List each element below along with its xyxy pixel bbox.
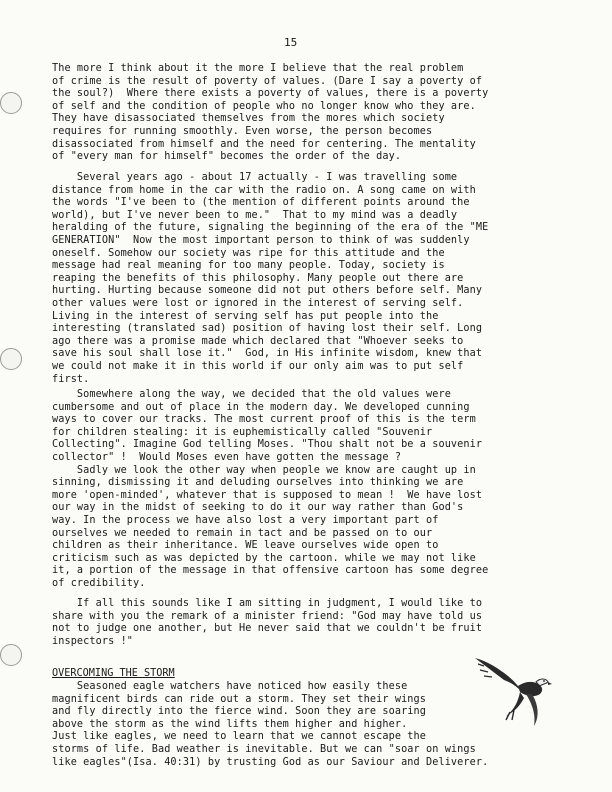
- punch-hole: [0, 644, 22, 666]
- section-heading: OVERCOMING THE STORM: [52, 668, 175, 679]
- punch-hole: [0, 92, 22, 114]
- paragraph-3: Somewhere along the way, we decided that the old values were cumbersome and out of place in the modern day. We developed cunning ways to cover our tracks. The most current proof of this is the term for children stealing: it is euphemistically called "Souvenir Collecting". Imagine God telling Moses. "Thou shalt not be a souvenir collector" ! Would Moses even have gotten the message ? Sadly we look the other way when people we know are caught up in sinning, dismissing it and deluding ourselves into thinking we are more 'open-minded', whatever that is supposed to mean ! We have lost our way in the midst of seeking to do it our way rather than God's way. In the process we have also lost a very important part of ourselves we needed to remain in tact and be passed on to our children as their inheritance. WE leave ourselves wide open to criticism such as was depicted by the cartoon. while we may not like it, a portion of the message in that offensive cartoon has some degree of credibility.: [52, 389, 489, 589]
- punch-hole: [0, 348, 22, 370]
- paragraph-4: If all this sounds like I am sitting in judgment, I would like to share with you the remark of a minister friend: "God may have told us not to judge one another, but He never said that we couldn't be fruit inspectors !": [52, 598, 483, 647]
- eagle-icon: [470, 650, 560, 730]
- page-number: 15: [284, 36, 298, 49]
- paragraph-2: Several years ago - about 17 actually - I was travelling some distance from home in the car with the radio on. A song came on with the words "I've been to (the mention of different points around the world), but I've never been to me." That to my mind was a deadly heralding of the future, signaling the beginning of the era of the "ME GENERATION" Now the most important person to think of was suddenly oneself. Somehow our society was ripe for this attitude and the message had real meaning for too many people. Today, society is reaping the benefits of this philosophy. Many people out there are hurting. Hurting because someone did not put others before self. Many other values were lost or ignored in the interest of serving self. Living in the interest of serving self has put people into the interesting (translated sad) position of having lost their self. Long ago there was a promise made which declared that "Whoever seeks to save his soul shall lose it." God, in His infinite wisdom, knew that we could not make it in this world if our only aim was to put self first.: [52, 172, 489, 385]
- paragraph-5: Seasoned eagle watchers have noticed how easily these magnificent birds can ride out a storm. They set their wings and fly directly into the fierce wind. Soon they are soaring above the storm as the wind lifts them higher and higher. Just like eagles, we need to learn that we cannot escape the storms of life. Bad weather is inevitable. But we can "soar on wings like eagles"(Isa. 40:31) by trusting God as our Saviour and Deliverer.: [52, 681, 489, 768]
- paragraph-1: The more I think about it the more I believe that the real problem of crime is the result of poverty of values. (Dare I say a poverty of the soul?) Where there exists a poverty of values, there is a poverty of self and the condition of people who no longer know who they are. They have disassociated themselves from the mores which society requires for running smoothly. Even worse, the person becomes disassociated from himself and the need for centering. The mentality of "every man for himself" becomes the order of the day.: [52, 63, 489, 163]
